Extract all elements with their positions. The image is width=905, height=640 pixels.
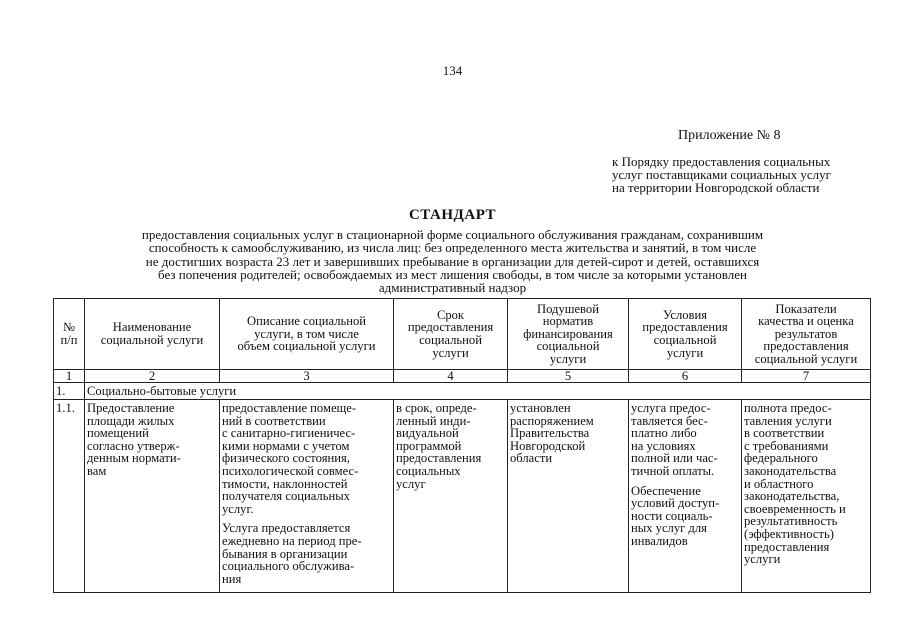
text-line: федерального	[744, 451, 818, 466]
row-term	[394, 400, 508, 593]
text-line: и областного	[744, 476, 814, 491]
text-line: ности социаль-	[631, 508, 713, 523]
text-line: Обеспечение	[631, 483, 701, 498]
document-subtitle-line: способность к самообслуживанию, из числа лиц: без определенного места жительства и занятий, в том числе	[148, 240, 757, 256]
row-description	[220, 400, 394, 593]
text-line: услуги	[432, 345, 469, 360]
text-line: объем социальной услуги	[237, 339, 376, 354]
text-line: Срок	[436, 307, 465, 322]
column-number: 4	[394, 370, 508, 383]
row-financing	[508, 400, 629, 593]
text-line: ний в соответствии	[222, 413, 326, 428]
row-number: 1.1.	[54, 400, 85, 593]
row-conditions	[629, 400, 742, 593]
document-subtitle-line: не достигших возраста 23 лет и завершивших пребывание в организации для детей-сирот и детей, оставшихся	[145, 253, 760, 269]
section-title: Социально-бытовые услуги	[85, 383, 871, 400]
document-subtitle-line: без попечения родителей; освобождаемых из мест лишения свободы, в том числе за которыми установлен	[158, 266, 747, 282]
text-line: вам	[87, 463, 107, 478]
text-line: услуг.	[222, 501, 254, 516]
column-number: 5	[508, 370, 629, 383]
text-line: Правительства	[510, 426, 590, 441]
text-line: услуги	[666, 345, 704, 360]
text-line: Подушевой	[537, 301, 599, 316]
document-subtitle	[60, 228, 845, 294]
text-line: помещений	[87, 426, 149, 441]
text-line: условий доступ-	[631, 496, 720, 511]
text-line: законодательства	[744, 463, 837, 478]
text-line: платно либо	[631, 426, 697, 441]
text-line: ных услуг для	[631, 521, 707, 536]
header-cell-financing	[508, 299, 629, 370]
appendix-title: Приложение № 8	[678, 128, 781, 143]
text-line: тавления услуги	[744, 413, 832, 428]
document-subtitle-line: административный надзор	[378, 280, 527, 296]
table-row	[54, 400, 871, 593]
standard-table	[53, 298, 871, 593]
text-line: Показатели	[775, 301, 837, 316]
text-line: №	[62, 320, 76, 335]
text-line: социальной услуги	[100, 333, 204, 347]
appendix-subtitle-line: к Порядку предоставления социальных	[612, 154, 831, 169]
text-line: предоставления	[642, 320, 728, 335]
text-line: предоставления	[763, 339, 849, 354]
appendix-subtitle-line: на территории Новгородской области	[612, 180, 820, 195]
text-line: (эффективность)	[744, 526, 834, 541]
text-line: в соответствии	[744, 426, 825, 441]
text-line: согласно утверж-	[87, 438, 180, 453]
text-line: п/п	[60, 333, 78, 347]
header-cell-conditions	[629, 299, 742, 370]
text-line: с требованиями	[744, 438, 829, 453]
text-line: Условия	[662, 307, 708, 322]
text-line: норматив	[542, 314, 594, 329]
text-line: с санитарно-гигиеничес-	[222, 426, 356, 441]
text-line: социального обслужива-	[222, 559, 355, 574]
header-cell-term	[394, 299, 508, 370]
text-line: Наименование	[112, 320, 192, 335]
text-line: установлен	[510, 401, 571, 415]
text-line: Услуга предоставляется	[222, 521, 351, 536]
column-number: 7	[742, 370, 871, 383]
text-line: Описание социальной	[247, 314, 366, 329]
conditions-paragraph-1	[631, 402, 739, 478]
text-line: тимости, наклонностей	[222, 476, 348, 491]
text-line: на условиях	[631, 438, 696, 453]
column-number: 3	[220, 370, 394, 383]
column-number: 2	[85, 370, 220, 383]
document-subtitle-line: предоставления социальных услуг в стационарной форме социального обслуживания гражданам, сохранившим	[141, 227, 764, 242]
text-line: в срок, опреде-	[396, 401, 477, 415]
text-line: площади жилых	[87, 413, 175, 428]
text-line: финансирования	[523, 326, 613, 341]
text-line: Предоставление	[87, 401, 175, 415]
text-line: услуга предос-	[631, 401, 711, 415]
appendix-subtitle	[612, 155, 831, 194]
text-line: распоряжением	[510, 413, 594, 428]
text-line: социальной	[419, 333, 482, 347]
text-line: предоставление помеще-	[222, 401, 357, 415]
section-number: 1.	[54, 383, 85, 400]
text-line: качества и оценка	[758, 314, 854, 329]
appendix-subtitle-line: услуг поставщиками социальных услуг	[612, 167, 831, 182]
text-line: законодательства,	[744, 489, 840, 504]
text-line: денным нормати-	[87, 451, 181, 466]
text-line: предоставления	[396, 451, 482, 466]
section-row	[54, 383, 871, 400]
text-line: области	[510, 451, 553, 466]
text-line: тавляется бес-	[631, 413, 708, 428]
text-line: предоставления	[407, 320, 494, 335]
header-cell-name	[85, 299, 220, 370]
description-paragraph-1	[222, 402, 391, 515]
header-cell-description	[220, 299, 394, 370]
row-indicators	[742, 400, 871, 593]
text-line: физического состояния,	[222, 451, 350, 466]
description-paragraph-2	[222, 522, 391, 585]
text-line: видуальной	[396, 426, 459, 441]
column-number-row	[54, 370, 871, 383]
header-cell-indicators	[742, 299, 871, 370]
text-line: социальной	[653, 333, 717, 347]
page-number: 134	[442, 63, 463, 78]
text-line: услуг	[396, 476, 426, 491]
text-line: полнота предос-	[744, 401, 832, 415]
text-line: психологической совмес-	[222, 463, 359, 478]
conditions-paragraph-2	[631, 485, 739, 548]
document-title: СТАНДАРТ	[408, 207, 497, 223]
column-number: 6	[629, 370, 742, 383]
header-cell-number	[54, 299, 85, 370]
text-line: тичной оплаты.	[631, 463, 715, 478]
table-header-row	[54, 299, 871, 370]
text-line: услуги	[549, 351, 587, 366]
text-line: предоставления	[744, 539, 830, 554]
text-line: полной или час-	[631, 451, 718, 466]
text-line: услуги, в том числе	[254, 326, 359, 341]
text-line: Новгородской	[510, 438, 586, 453]
row-service-name	[85, 400, 220, 593]
text-line: социальной	[536, 339, 600, 354]
text-line: услуги	[744, 552, 781, 567]
text-line: бывания в организации	[222, 546, 348, 561]
text-line: социальной услуги	[754, 351, 858, 366]
text-line: кими нормами с учетом	[222, 438, 350, 453]
text-line: результативность	[744, 514, 838, 529]
text-line: программой	[396, 438, 462, 453]
text-line: социальных	[396, 463, 461, 478]
text-line: ния	[222, 571, 242, 586]
text-line: своевременность и	[744, 501, 846, 516]
text-line: получателя социальных	[222, 489, 350, 504]
text-line: ежедневно на период пре-	[222, 533, 362, 548]
text-line: инвалидов	[631, 533, 688, 548]
text-line: ленный инди-	[396, 413, 471, 428]
column-number: 1	[54, 370, 85, 383]
text-line: результатов	[774, 326, 838, 341]
